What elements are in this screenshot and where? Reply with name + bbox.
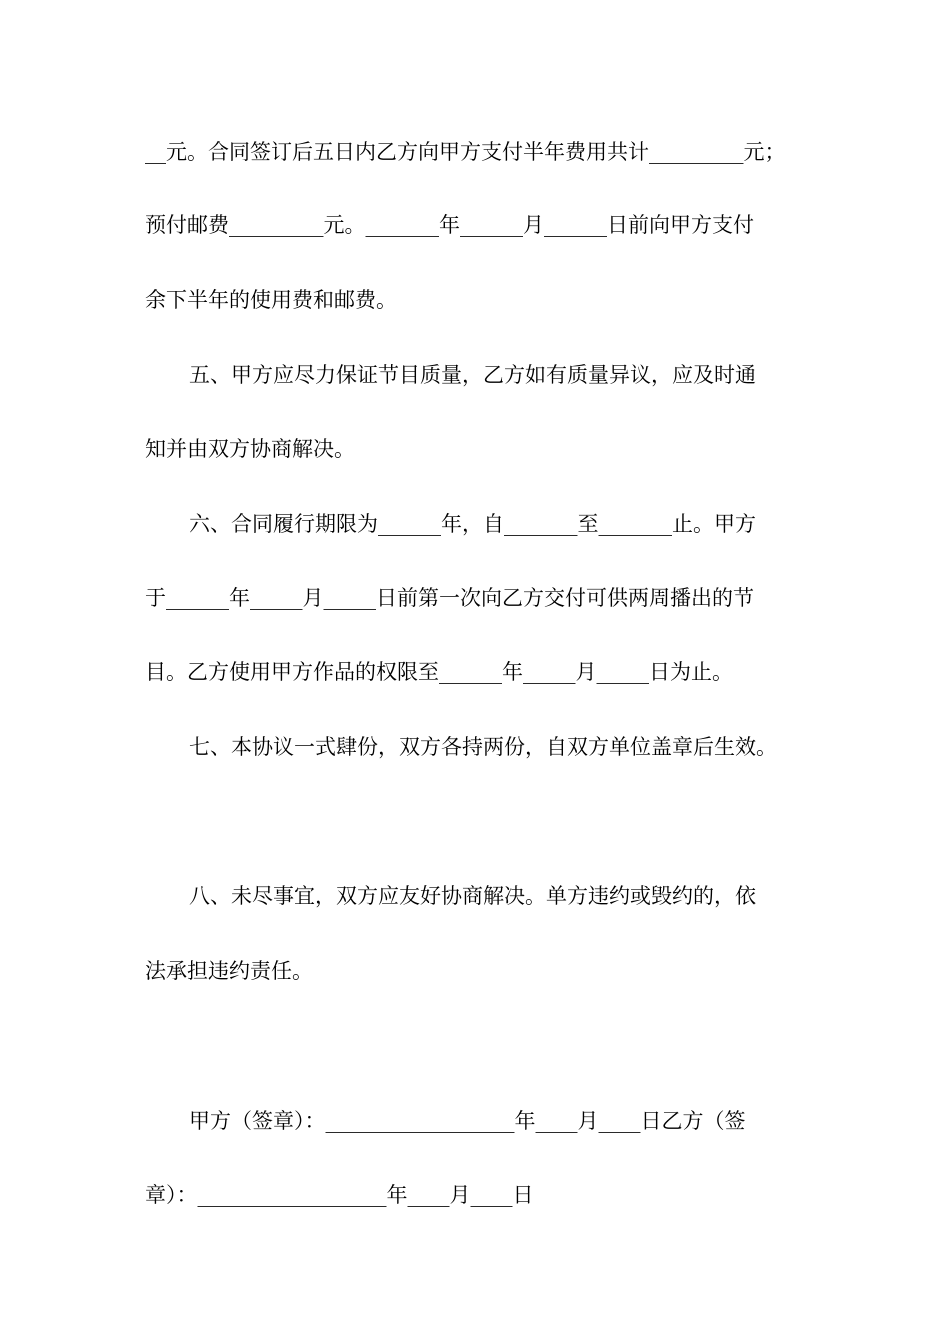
clause-seven: 七、本协议一式肆份，双方各持两份，自双方单位盖章后生效。 (189, 735, 777, 759)
signature-line-1: 甲方（签章）：__________________年____月____日乙方（签 (189, 1109, 746, 1133)
payment-terms-line-2: 预付邮费_________元。_______年______月______日前向甲方支付 (145, 213, 754, 237)
clause-six-line-2: 于______年_____月_____日前第一次向乙方交付可供两周播出的节 (145, 586, 754, 610)
payment-terms-line-3: 余下半年的使用费和邮费。 (145, 288, 397, 312)
signature-line-2: 章）：__________________年____月____日 (145, 1183, 534, 1207)
clause-eight-line-1: 八、未尽事宜，双方应友好协商解决。单方违约或毁约的，依 (189, 884, 756, 908)
clause-five-line-2: 知并由双方协商解决。 (145, 437, 355, 461)
clause-five-line-1: 五、甲方应尽力保证节目质量，乙方如有质量异议，应及时通 (189, 363, 756, 387)
clause-six-line-3: 目。乙方使用甲方作品的权限至______年_____月_____日为止。 (145, 660, 733, 684)
payment-terms-line-1: __元。合同签订后五日内乙方向甲方支付半年费用共计_________元； (145, 140, 786, 164)
clause-eight-line-2: 法承担违约责任。 (145, 959, 313, 983)
clause-six-line-1: 六、合同履行期限为______年，自_______至_______止。甲方 (189, 512, 756, 536)
